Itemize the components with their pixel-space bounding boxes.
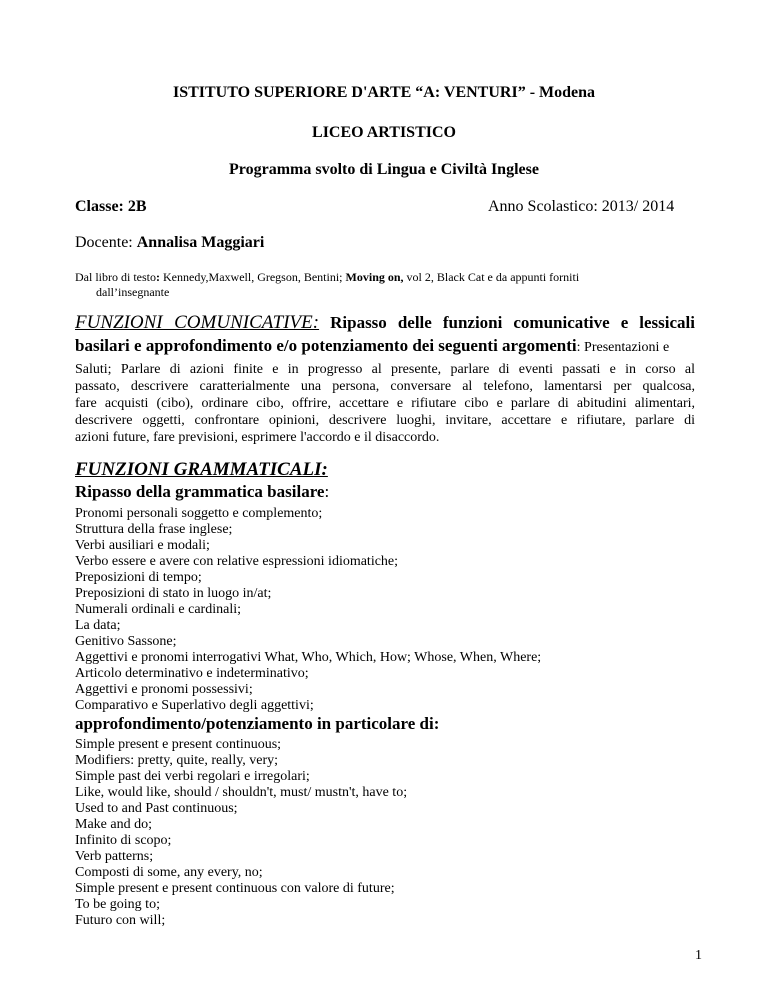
comunicative-intro-2: basilari e approfondimento e/o potenziamento dei seguenti argomenti	[75, 336, 577, 355]
list-item: Genitivo Sassone;	[75, 634, 177, 649]
list-item: Aggettivi e pronomi possessivi;	[75, 682, 253, 697]
comunicative-line: fare acquisti (cibo), ordinare cibo, offrire, accettare e rifiutare cibo e parlare di abitudini alimentari,	[75, 396, 695, 411]
comunicative-line: azioni future, fare previsioni, esprimere l'accordo e il disaccordo.	[75, 430, 440, 445]
list-item: Articolo determinativo e indeterminativo;	[75, 666, 309, 681]
list-item: Struttura della frase inglese;	[75, 522, 233, 537]
program-title: Programma svolto di Lingua e Civiltà Inglese	[229, 161, 539, 178]
page-number: 1	[695, 948, 702, 963]
list-item: Composti di some, any every, no;	[75, 865, 263, 880]
institute-title: ISTITUTO SUPERIORE D'ARTE “A: VENTURI” - Modena	[172, 84, 596, 101]
list-item: Numerali ordinali e cardinali;	[75, 602, 241, 617]
list-item: Used to and Past continuous;	[75, 801, 238, 816]
list-item: Futuro con will;	[75, 913, 166, 928]
comunicative-heading-line	[75, 312, 695, 336]
list-item: Verbi ausiliari e modali;	[75, 538, 210, 553]
list-item: La data;	[75, 618, 121, 633]
comunicative-line: passato, descrivere caratterialmente una persona, conversare al telefono, lamentarsi per qualcosa,	[75, 379, 695, 394]
textbook-rest: vol 2, Black Cat e da appunti forniti	[403, 270, 580, 284]
textbook-colon: :	[156, 270, 163, 284]
approfondimento-heading: approfondimento/potenziamento in particolare di:	[75, 714, 440, 733]
list-item: Simple present e present continuous;	[75, 737, 282, 752]
comunicative-intro-tail: : Presentazioni e	[576, 340, 670, 355]
list-item: Infinito di scopo;	[75, 833, 172, 848]
ripasso-heading: Ripasso della grammatica basilare:	[75, 482, 330, 501]
list-item: Comparativo e Superlativo degli aggettivi;	[75, 698, 314, 713]
class-label: Classe: 2B	[75, 198, 147, 215]
textbook-authors: Kennedy,Maxwell, Gregson, Bentini;	[163, 270, 346, 284]
teacher-name: Annalisa Maggiari	[136, 234, 265, 251]
textbook-title: Moving on,	[345, 270, 404, 284]
textbook-line-2: dall’insegnante	[96, 285, 170, 299]
list-item: Aggettivi e pronomi interrogativi What, Who, Which, How; Whose, When, Where;	[75, 650, 542, 665]
grammaticali-heading: FUNZIONI GRAMMATICALI:	[75, 459, 328, 480]
list-item: Verbo essere e avere con relative espressioni idiomatiche;	[75, 554, 399, 569]
comunicative-line: Saluti; Parlare di azioni finite e in progresso al presente, parlare di eventi passati e in corso al	[75, 362, 695, 377]
teacher-prefix: Docente:	[75, 234, 137, 251]
list-item: Preposizioni di tempo;	[75, 570, 202, 585]
list-item: Pronomi personali soggetto e complemento;	[75, 506, 323, 521]
list-item: To be going to;	[75, 897, 160, 912]
list-item: Like, would like, should / shouldn't, must/ mustn't, have to;	[75, 785, 408, 800]
list-item: Verb patterns;	[75, 849, 154, 864]
teacher-line	[75, 234, 264, 252]
list-item: Preposizioni di stato in luogo in/at;	[75, 586, 272, 601]
list-item: Simple past dei verbi regolari e irregolari;	[75, 769, 310, 784]
list-item: Simple present e present continuous con valore di future;	[75, 881, 395, 896]
list-item: Make and do;	[75, 817, 152, 832]
comunicative-intro-1: Ripasso delle funzioni comunicative e lessicali	[319, 313, 695, 332]
textbook-prefix: Dal libro di testo	[75, 270, 156, 284]
textbook-line	[75, 270, 579, 285]
comunicative-line: descrivere oggetti, confrontare opinioni, descrivere luoghi, invitare, accettare e rifiutare, parlare di	[75, 413, 695, 428]
comunicative-heading: FUNZIONI COMUNICATIVE:	[75, 312, 320, 333]
school-name: LICEO ARTISTICO	[312, 124, 456, 141]
list-item: Modifiers: pretty, quite, really, very;	[75, 753, 279, 768]
school-year: Anno Scolastico: 2013/ 2014	[488, 198, 675, 215]
comunicative-intro-line-2	[75, 336, 669, 356]
